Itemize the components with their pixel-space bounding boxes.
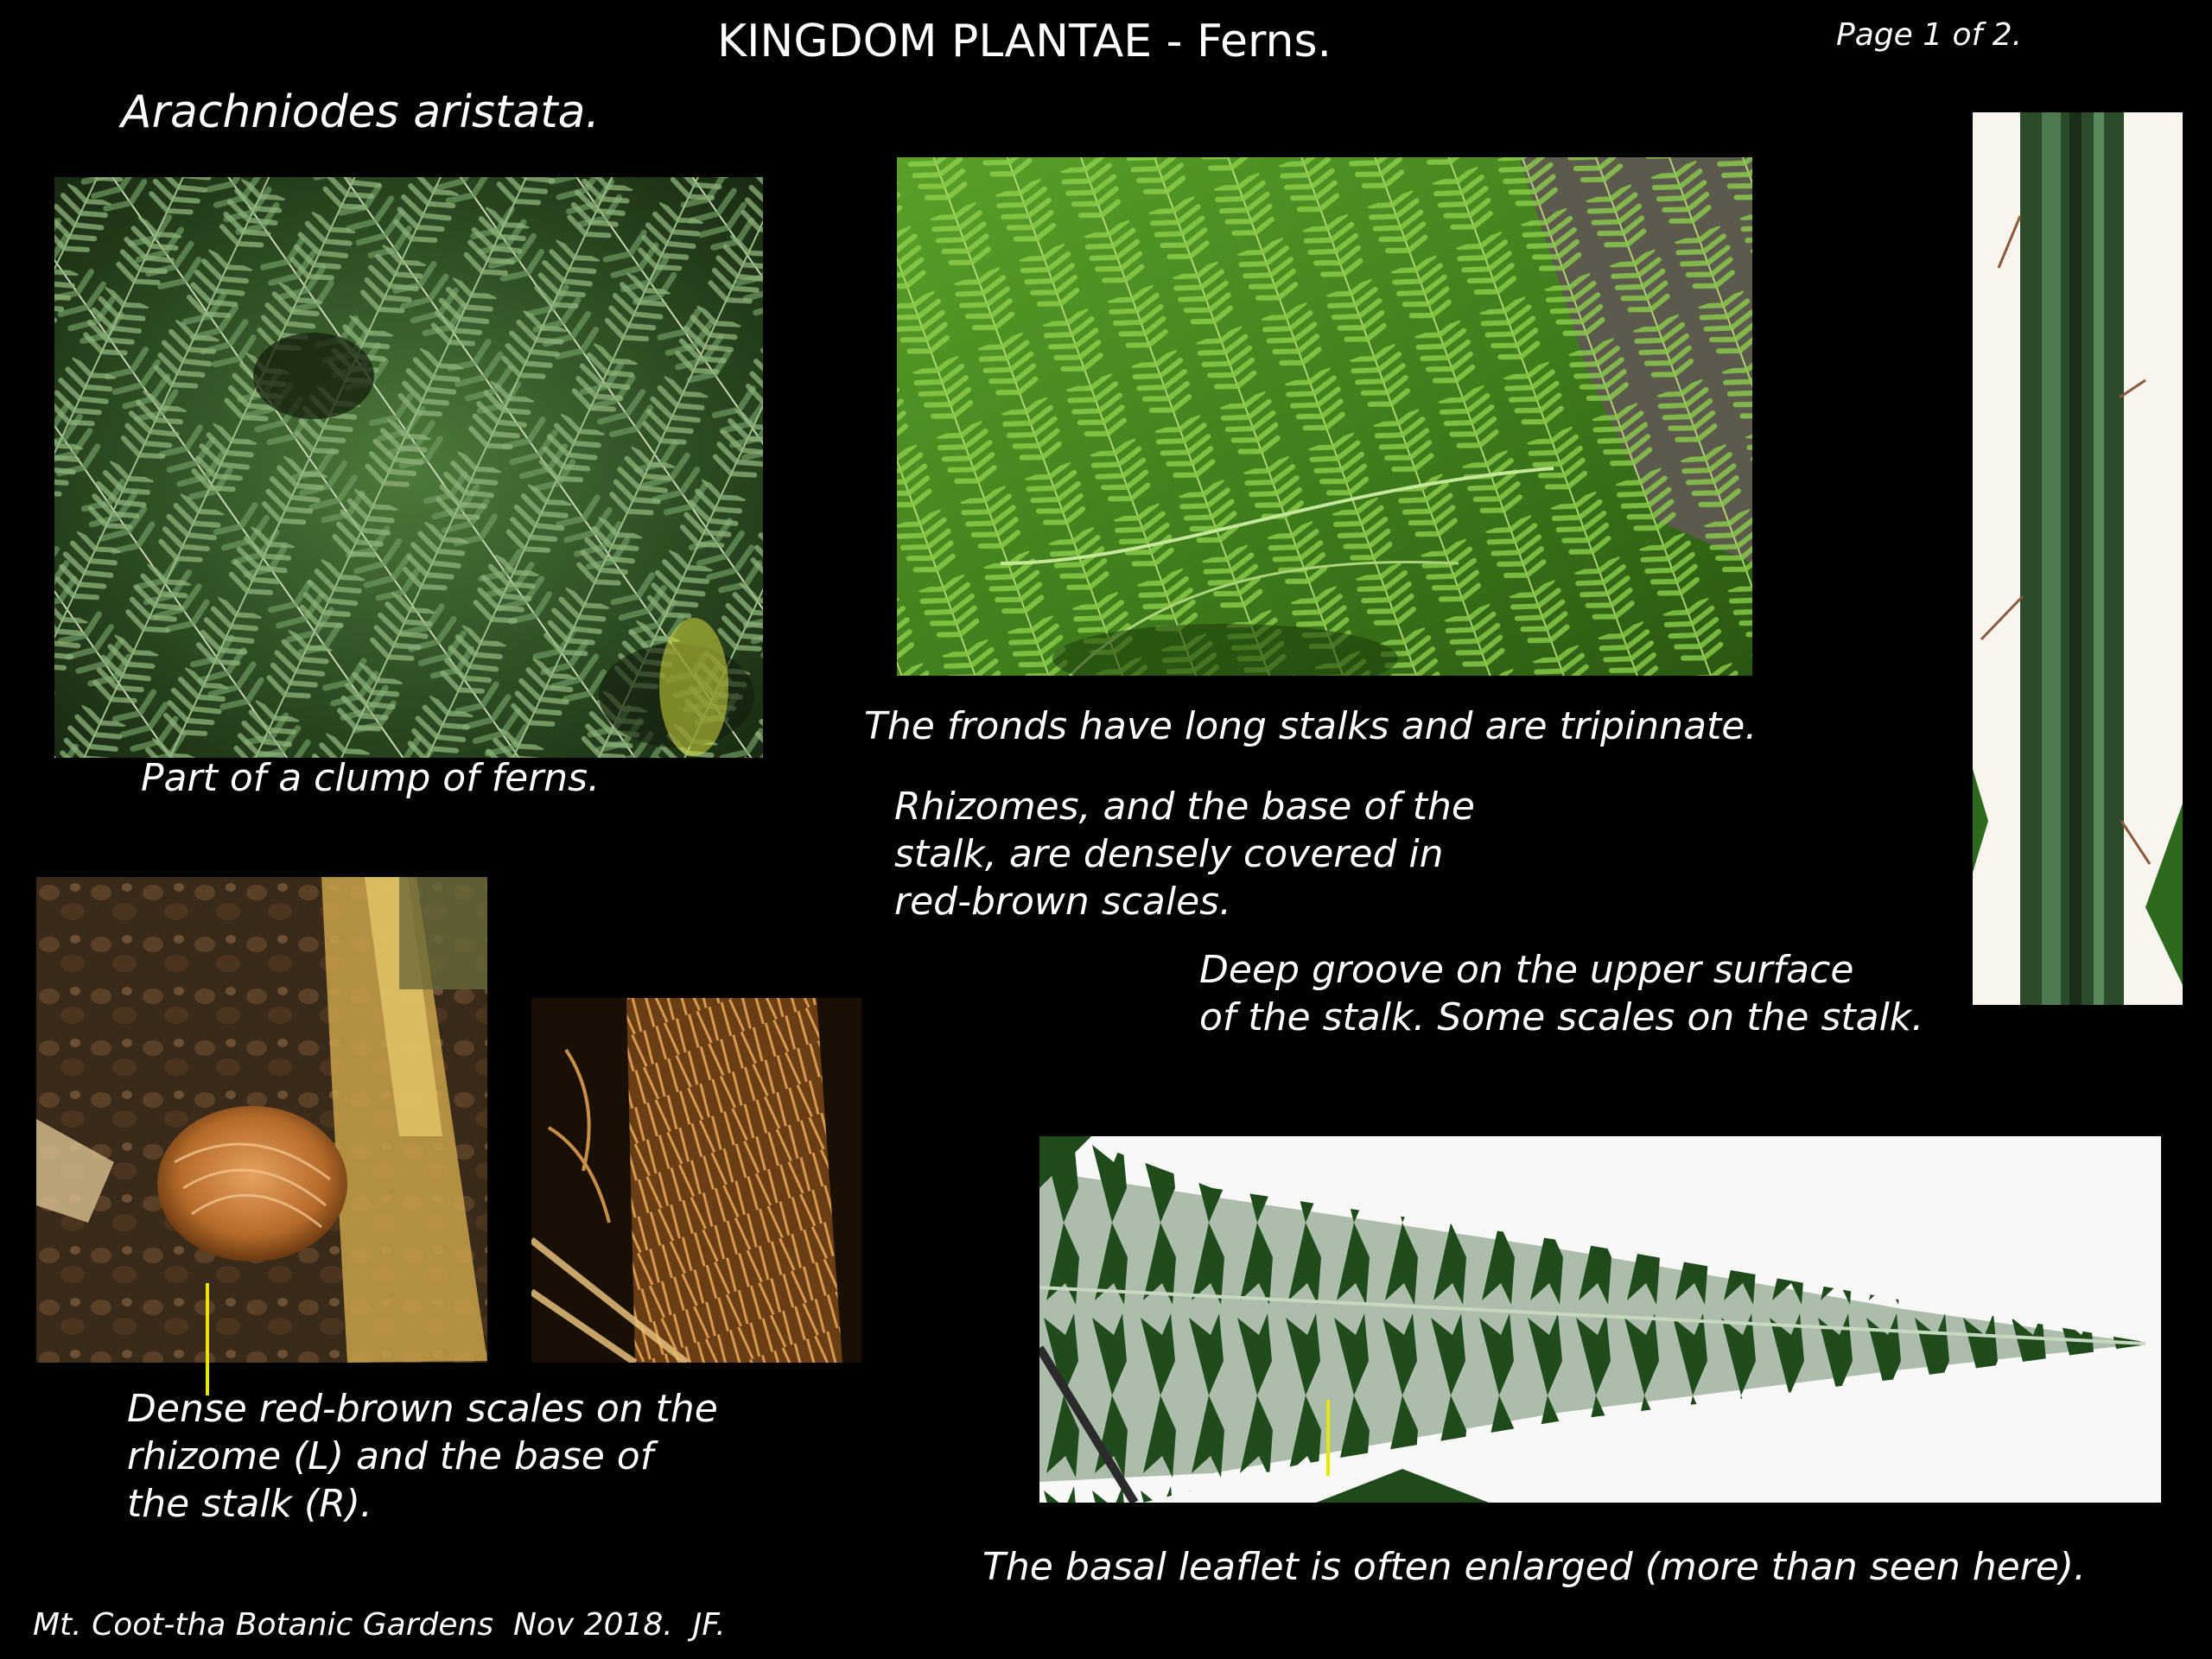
- marker-basal-leaflet: [1326, 1400, 1330, 1476]
- page-title: KINGDOM PLANTAE - Ferns.: [717, 16, 1332, 67]
- caption-groove-line-2: of the stalk. Some scales on the stalk.: [1199, 995, 1924, 1039]
- photo-stalk-groove: [1973, 112, 2183, 1005]
- caption-basal-leaflet: The basal leaflet is often enlarged (more than seen here).: [982, 1545, 2086, 1589]
- photo-fern-clump: [54, 177, 763, 758]
- photo-stalk-base-scales: [531, 998, 861, 1363]
- caption-rhizome-line-3: red-brown scales.: [894, 880, 1232, 924]
- caption-scales-line-3: the stalk (R).: [127, 1482, 372, 1526]
- caption-rhizome-line-2: stalk, are densely covered in: [894, 832, 1444, 876]
- page-number: Page 1 of 2.: [1836, 17, 2023, 53]
- caption-scales-line-1: Dense red-brown scales on the: [127, 1387, 718, 1431]
- photo-fronds: [897, 157, 1752, 676]
- caption-groove-line-1: Deep groove on the upper surface: [1199, 948, 1854, 992]
- caption-fronds: The fronds have long stalks and are tripinnate.: [864, 704, 1758, 748]
- caption-rhizome-line-1: Rhizomes, and the base of the: [894, 785, 1475, 829]
- caption-scales-line-2: rhizome (L) and the base of: [127, 1434, 654, 1478]
- photo-basal-leaflet: [1039, 1136, 2161, 1503]
- caption-clump: Part of a clump of ferns.: [141, 756, 601, 800]
- footer-credit: Mt. Coot-tha Botanic Gardens Nov 2018. JF.: [33, 1607, 726, 1643]
- marker-rhizome: [206, 1283, 209, 1395]
- photo-rhizome-scales: [36, 877, 487, 1363]
- species-name: Arachniodes aristata.: [121, 86, 601, 138]
